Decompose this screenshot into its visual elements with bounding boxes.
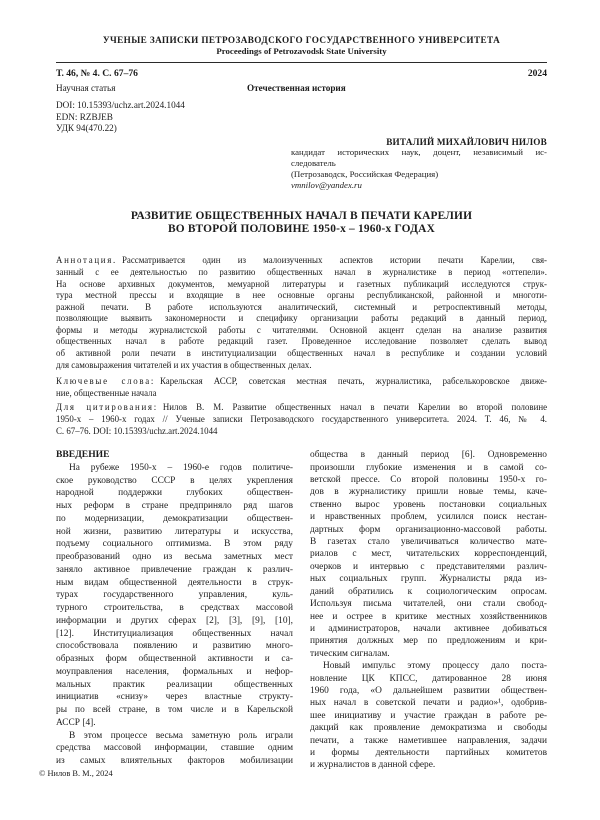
author-degree-line-2: следователь	[291, 158, 336, 169]
text-line: С. 67–76. DOI: 10.15393/uchz.art.2024.1044	[56, 425, 218, 436]
text-line: дакций как проявление демократизма и свободы	[310, 723, 547, 734]
text-line: ражной печати. В работе используются аналитический, системный и ретроспективный методы,	[56, 301, 547, 312]
article-type-label: Научная статья	[56, 83, 116, 93]
text-line: тическим сигналам.	[310, 648, 390, 659]
body-columns	[56, 449, 547, 772]
article-type-row	[56, 83, 547, 94]
volume-info: Т. 46, № 4. С. 67–76	[56, 68, 138, 79]
text-line: дартных форм организационно-массовой работы.	[310, 524, 547, 535]
text-line: ным видам общественной деятельности в струк-	[56, 577, 293, 588]
text-line: позволяющие выявить закономерности и специфику организации работы редакций в данный период,	[56, 313, 547, 324]
author-name: ВИТАЛИЙ МИХАЙЛОВИЧ НИЛОВ	[386, 136, 547, 147]
text-line: Используя письма читателей, они стали свобод-	[310, 599, 547, 610]
journal-title-en: Proceedings of Petrozavodsk State University	[216, 46, 387, 56]
volume-row	[56, 69, 547, 79]
text-line: мальных практик реализации общественных	[56, 679, 293, 690]
text-line: заняло активное привлечение граждан к различ-	[56, 564, 293, 575]
text-line: информации и других сферах [2], [3], [9], [10],	[56, 615, 293, 626]
text-line: и нравственных проблем, усилился поиск нестан-	[310, 512, 547, 523]
text-line: 1960 года, «О дальнейшем развитии обществен-	[310, 685, 547, 696]
text-line: по модернизации, демократизации обществен-	[56, 513, 293, 524]
text-line: преобразований одно из весьма заметных мест	[56, 552, 293, 563]
text-line: В газетах стало увеличиваться количество мате-	[310, 537, 547, 548]
text-line: образных форм общественной активности и са-	[56, 654, 293, 665]
text-line: ной жизни, развитию литературы и искусства,	[56, 526, 293, 537]
text-line: дов в журналистику пришли новые темы, каче-	[310, 487, 547, 498]
text-line: народной поддержки глубоких обществен-	[56, 488, 293, 499]
article-title-line-2: ВО ВТОРОЙ ПОЛОВИНЕ 1950-х – 1960-х ГОДАХ	[167, 223, 436, 236]
text-line: принятия должных мер по предложениям и кри-	[310, 636, 547, 647]
udc-line: УДК 94(470.22)	[56, 123, 117, 134]
text-line: Новый импульс этому процессу дало поста-	[323, 661, 547, 672]
citation-label: Для цитирования:	[56, 402, 158, 413]
year-label: 2024	[527, 68, 547, 79]
right-column	[310, 449, 547, 772]
introduction-heading: ВВЕДЕНИЕ	[56, 449, 110, 461]
text-line: формы и методы журналистской работы с читателями. Основной акцент сделан на анализе развития	[56, 324, 547, 335]
text-line: 1950-х – 1960-х годах // Ученые записки Петрозаводского государственного университета. 2024. Т. 46, № 4.	[56, 414, 547, 425]
text-line: тура местной прессы и входящие в нее основные органы республиканской, районной и многоти-	[56, 290, 547, 301]
keywords-label: Ключевые слова:	[56, 376, 155, 387]
text-line: способствовала появлению и развитию много-	[56, 641, 293, 652]
text-line: новление ЦК КПСС, датированное 28 июня	[310, 673, 547, 684]
keywords-block	[56, 376, 547, 399]
article-title	[56, 210, 547, 236]
text-line: моуправления населения, формальных и нефор-	[56, 666, 293, 677]
text-line: нее и острее в критике местных хозяйственников	[310, 611, 547, 622]
article-title-line-1: РАЗВИТИЕ ОБЩЕСТВЕННЫХ НАЧАЛ В ПЕЧАТИ КАРЕЛИИ	[130, 209, 473, 222]
text-line: средства массовой информации, ставшие одним	[56, 743, 293, 754]
text-line: и формы деятельности партийных комитетов	[310, 747, 547, 758]
text-line: занный с ее деятельностью по развитию общественных начал в журналистике в период «оттепели».	[56, 266, 547, 277]
text-line: ние, общественные начала	[56, 387, 157, 398]
copyright-note: © Нилов В. М., 2024	[39, 769, 113, 778]
text-line: общественных начал в работе редакций газет. Проведенное исследование позволяет сделать вывод	[56, 336, 547, 347]
text-line: общества в данный период [6]. Одновременно	[310, 450, 547, 461]
text-line: ры по всей стране, в том числе и в Карельской	[56, 705, 293, 716]
keywords-lines	[56, 388, 547, 400]
abstract-label: Аннотация.	[56, 255, 117, 266]
text-line: ных реформ в стране предприняло ряд шагов	[56, 501, 293, 512]
header-divider	[56, 62, 547, 63]
text-line: риалов с мест, читательских корреспонденций,	[310, 549, 547, 560]
author-block	[291, 137, 547, 191]
text-line: ственно вырос уровень постановки социальных	[310, 499, 547, 510]
text-line: подъему социального оптимизма. В этом ряду	[56, 539, 293, 550]
right-column-lines	[310, 449, 547, 772]
text-line: ское руководство СССР в целях укрепления	[56, 475, 293, 486]
abstract-block	[56, 255, 547, 371]
text-line: инициатив «снизу» через властные структу-	[56, 692, 293, 703]
text-line: для самовыражения читателей и их участия в общественных делах.	[56, 359, 312, 370]
text-line: ных социальных групп. Журналисты ряда из-	[310, 574, 547, 585]
text-line: и администраторов, начали активнее добиваться	[310, 623, 547, 634]
text-line: очерков и интервью с представителями различ-	[310, 561, 547, 572]
text-line: ветской прессе. Со второй половины 1950-х го-	[310, 475, 547, 486]
keywords-first-text: Карельская АССР, советская местная печать, журналистика, рабселькоровское движе-	[160, 376, 547, 387]
text-line: из самых влиятельных факторов мобилизации	[56, 756, 293, 767]
abstract-first-text: Рассматривается один из малоизученных аспектов истории печати Карелии, свя-	[121, 255, 547, 266]
article-meta	[56, 100, 547, 135]
text-line: турного строительства, в средствах массовой	[56, 603, 293, 614]
text-line: и журналистов в данной сфере.	[310, 760, 436, 771]
text-line: об активной роли печати в институциализации общественных начал в республике и создании условий	[56, 348, 547, 359]
keywords-first-line	[56, 376, 547, 388]
citation-first-line	[56, 402, 547, 414]
left-column-lines	[56, 462, 293, 768]
text-line: [12]. Институциализация общественных начал	[56, 628, 293, 639]
author-degree-line: кандидат исторических наук, доцент, независимый ис-	[291, 147, 547, 158]
text-line: На основе архивных документов, мемуарной литературы и газетных публикаций исследуются струк-	[56, 278, 547, 289]
author-email: vmnilov@yandex.ru	[291, 180, 362, 190]
text-line: шее инициативу и участие граждан в работе ре-	[310, 710, 547, 721]
citation-lines	[56, 414, 547, 437]
abstract-first-line	[56, 255, 547, 267]
doi-line: DOI: 10.15393/uchz.art.2024.1044	[56, 100, 185, 110]
citation-first-text: Нилов В. М. Развитие общественных начал в печати Карелии во второй половине	[162, 402, 548, 413]
abstract-lines	[56, 267, 547, 371]
text-line: АССР [4].	[56, 717, 96, 728]
text-line: На рубеже 1950-х – 1960-е годов политиче-	[69, 462, 293, 473]
text-line: даний обратились к социологическим опросам.	[310, 586, 547, 597]
text-line: произошли глубокие изменения и в самой со-	[310, 462, 547, 473]
text-line: турах государственного управления, куль-	[56, 590, 293, 601]
text-line: В этом процессе весьма заметную роль играли	[69, 730, 293, 741]
journal-title-ru: УЧЕНЫЕ ЗАПИСКИ ПЕТРОЗАВОДСКОГО ГОСУДАРСТВЕННОГО УНИВЕРСИТЕТА	[102, 35, 501, 45]
author-location: (Петрозаводск, Российская Федерация)	[291, 169, 439, 180]
text-line: ных начал в советской печати и радио»¹, одобрив-	[310, 698, 547, 709]
citation-block	[56, 402, 547, 437]
edn-line: EDN: RZBJEB	[56, 111, 113, 122]
left-column	[56, 449, 293, 772]
section-label: Отечественная история	[247, 83, 346, 93]
page-content	[56, 0, 547, 772]
text-line: печати, а также наметившее направления, задачи	[310, 735, 547, 746]
